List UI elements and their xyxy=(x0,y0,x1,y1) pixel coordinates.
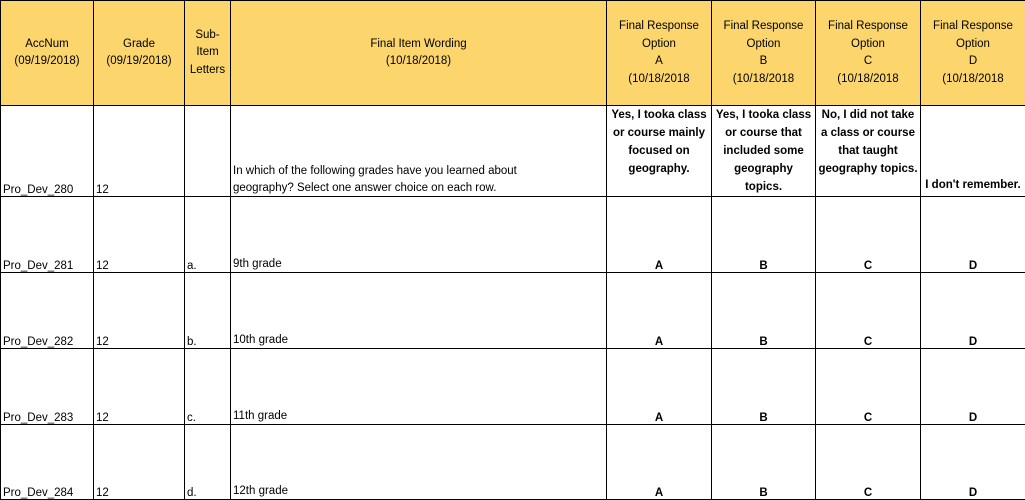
option-a-label-line: geography. xyxy=(609,160,709,178)
option-b-label-line: included some xyxy=(714,142,813,160)
header-option-b-line: (10/18/2018 xyxy=(714,71,813,89)
header-accnum-line: (09/19/2018) xyxy=(3,53,91,71)
header-option-c-line: Option xyxy=(818,36,918,54)
header-option-a-line: (10/18/2018 xyxy=(609,71,709,89)
header-option-d-line: (10/18/2018 xyxy=(923,71,1023,89)
option-d-cell[interactable]: D xyxy=(921,425,1025,500)
item-wording-line: geography? Select one answer choice on each row. xyxy=(233,180,604,197)
option-a-label-cell[interactable] xyxy=(607,106,712,197)
item-wording-line: In which of the following grades have you learned about xyxy=(233,163,604,180)
header-option-b-line: Final Response xyxy=(714,18,813,36)
header-option-b-line: Option xyxy=(714,36,813,54)
header-wording-line: (10/18/2018) xyxy=(233,53,604,71)
option-c-label-line: No, I did not take xyxy=(818,106,918,124)
accnum-cell[interactable]: Pro_Dev_284 xyxy=(1,425,94,500)
grade-cell[interactable]: 12 xyxy=(94,425,185,500)
header-accnum[interactable] xyxy=(1,1,94,106)
option-d-cell[interactable]: D xyxy=(921,273,1025,349)
option-d-cell[interactable]: D xyxy=(921,197,1025,273)
header-option-a-line: Final Response xyxy=(609,18,709,36)
grade-cell[interactable]: 12 xyxy=(94,106,185,197)
option-c-cell[interactable]: C xyxy=(816,425,921,500)
sub-item-cell[interactable]: a. xyxy=(185,197,231,273)
header-grade-line: (09/19/2018) xyxy=(96,53,182,71)
stem-row xyxy=(1,106,1025,197)
table-row xyxy=(1,425,1025,500)
item-wording-cell[interactable]: 10th grade xyxy=(231,273,607,349)
option-d-cell[interactable]: D xyxy=(921,349,1025,425)
accnum-cell[interactable]: Pro_Dev_281 xyxy=(1,197,94,273)
header-sub-item-line: Sub- xyxy=(187,27,228,45)
option-b-label-line: Yes, I tooka class xyxy=(714,106,813,124)
option-c-cell[interactable]: C xyxy=(816,197,921,273)
sub-item-cell[interactable]: b. xyxy=(185,273,231,349)
header-wording-line: Final Item Wording xyxy=(233,36,604,54)
option-c-label-cell[interactable] xyxy=(816,106,921,197)
option-a-label-line: Yes, I tooka class xyxy=(609,106,709,124)
header-option-a-line: A xyxy=(609,53,709,71)
table-row xyxy=(1,273,1025,349)
sub-item-cell[interactable]: c. xyxy=(185,349,231,425)
option-a-cell[interactable]: A xyxy=(607,197,712,273)
header-option-c[interactable] xyxy=(816,1,921,106)
grade-cell[interactable]: 12 xyxy=(94,197,185,273)
header-row xyxy=(1,1,1025,106)
table-row xyxy=(1,349,1025,425)
option-b-cell[interactable]: B xyxy=(712,425,816,500)
item-wording-cell[interactable]: 12th grade xyxy=(231,425,607,500)
sub-item-cell[interactable]: d. xyxy=(185,425,231,500)
header-option-c-line: C xyxy=(818,53,918,71)
option-b-cell[interactable]: B xyxy=(712,273,816,349)
header-option-d-line: Option xyxy=(923,36,1023,54)
header-option-d-line: D xyxy=(923,53,1023,71)
table-row xyxy=(1,197,1025,273)
header-sub-item-line: Letters xyxy=(187,62,228,80)
header-option-a[interactable] xyxy=(607,1,712,106)
item-wording-cell[interactable] xyxy=(231,106,607,197)
header-option-d-line: Final Response xyxy=(923,18,1023,36)
header-option-d[interactable] xyxy=(921,1,1025,106)
option-b-label-cell[interactable] xyxy=(712,106,816,197)
header-wording[interactable] xyxy=(231,1,607,106)
option-a-cell[interactable]: A xyxy=(607,273,712,349)
header-option-c-line: Final Response xyxy=(818,18,918,36)
option-b-label-line: or course that xyxy=(714,124,813,142)
option-a-label-line: focused on xyxy=(609,142,709,160)
header-grade-line: Grade xyxy=(96,36,182,54)
option-a-label-line: or course mainly xyxy=(609,124,709,142)
option-c-label-line: geography topics. xyxy=(818,160,918,178)
header-option-b-line: B xyxy=(714,53,813,71)
header-option-c-line: (10/18/2018 xyxy=(818,71,918,89)
option-b-cell[interactable]: B xyxy=(712,197,816,273)
option-a-cell[interactable]: A xyxy=(607,425,712,500)
header-sub-item[interactable] xyxy=(185,1,231,106)
item-wording-cell[interactable]: 11th grade xyxy=(231,349,607,425)
option-c-cell[interactable]: C xyxy=(816,273,921,349)
option-b-label-line: geography topics. xyxy=(714,160,813,196)
item-wording-cell[interactable]: 9th grade xyxy=(231,197,607,273)
accnum-cell[interactable]: Pro_Dev_280 xyxy=(1,106,94,197)
grade-cell[interactable]: 12 xyxy=(94,349,185,425)
option-b-cell[interactable]: B xyxy=(712,349,816,425)
header-accnum-line: AccNum xyxy=(3,36,91,54)
grade-cell[interactable]: 12 xyxy=(94,273,185,349)
header-option-a-line: Option xyxy=(609,36,709,54)
option-a-cell[interactable]: A xyxy=(607,349,712,425)
header-grade[interactable] xyxy=(94,1,185,106)
option-c-label-line: that taught xyxy=(818,142,918,160)
option-c-label-line: a class or course xyxy=(818,124,918,142)
sub-item-cell[interactable] xyxy=(185,106,231,197)
header-option-b[interactable] xyxy=(712,1,816,106)
option-c-cell[interactable]: C xyxy=(816,349,921,425)
accnum-cell[interactable]: Pro_Dev_282 xyxy=(1,273,94,349)
header-sub-item-line: Item xyxy=(187,44,228,62)
accnum-cell[interactable]: Pro_Dev_283 xyxy=(1,349,94,425)
option-d-label-cell[interactable]: I don't remember. xyxy=(921,106,1025,197)
